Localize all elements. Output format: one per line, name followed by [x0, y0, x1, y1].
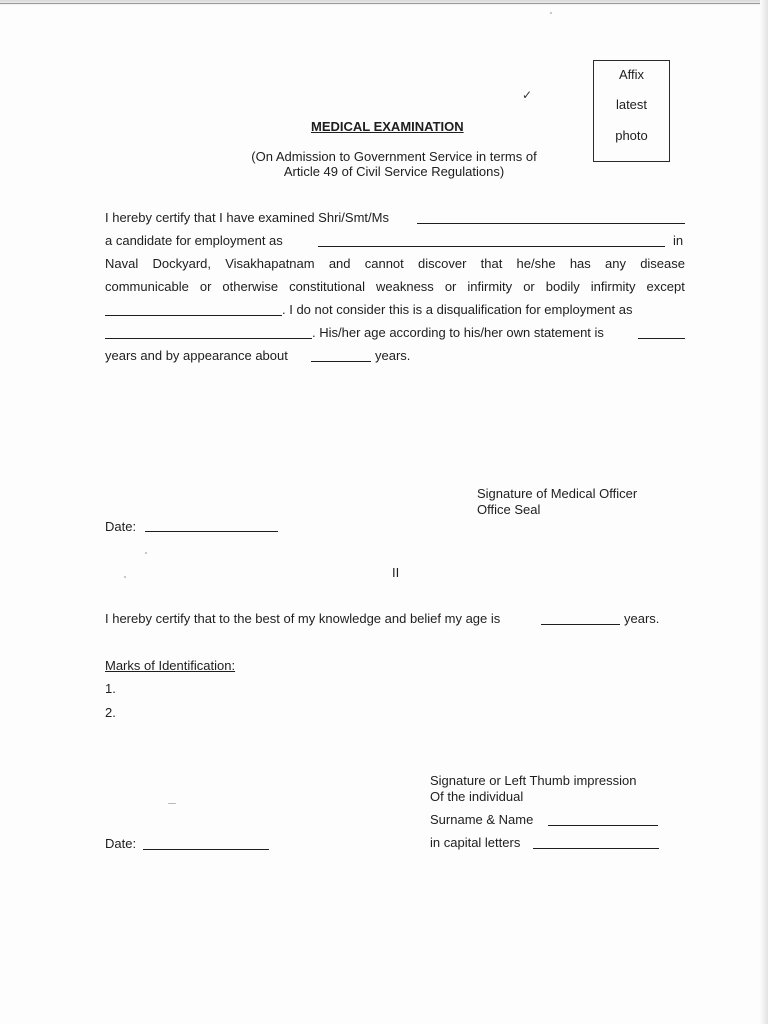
certificate-word: has: [569, 256, 591, 271]
form-subtitle-line-2: Article 49 of Civil Service Regulations): [283, 164, 505, 179]
ink-mark: ✓: [522, 88, 533, 102]
medical-officer-signature-label: Signature of Medical Officer: [477, 486, 638, 501]
certificate-line-2-end: in: [673, 233, 684, 248]
certificate-line-7-end: years.: [375, 348, 411, 363]
certificate-word: any: [605, 256, 626, 271]
certificate-line-3: [105, 256, 685, 271]
scan-speck: [168, 803, 176, 804]
scan-right-edge: [760, 0, 768, 1024]
certificate-line-1: I hereby certify that I have examined Shri/Smt/Ms: [105, 210, 389, 225]
photo-box-line-photo: photo: [615, 128, 648, 143]
certificate-word: and: [328, 256, 351, 271]
certificate-word: that: [480, 256, 503, 271]
scan-speck: [145, 552, 147, 554]
certificate-word: disease: [640, 256, 685, 271]
disease-exception-field[interactable]: [105, 315, 282, 316]
photo-box: [593, 60, 670, 162]
certificate-word: discover: [418, 256, 467, 271]
candidate-name-field[interactable]: [417, 223, 685, 224]
mark-item-2: 2.: [105, 705, 116, 720]
marks-heading: Marks of Identification:: [105, 658, 236, 673]
section-numeral: II: [392, 565, 400, 580]
certificate-word: Dockyard,: [152, 256, 211, 271]
certificate-line-5: . I do not consider this is a disqualification for employment as: [282, 302, 633, 317]
employment-post-field[interactable]: [318, 246, 665, 247]
date-label-2: Date:: [105, 836, 137, 851]
photo-box-line-affix: Affix: [618, 67, 645, 82]
certificate-word: otherwise: [222, 279, 279, 294]
date-label-1: Date:: [105, 519, 137, 534]
surname-name-label: Surname & Name: [430, 812, 534, 827]
certificate-word: infirmity: [590, 279, 636, 294]
age-certify-line-end: years.: [624, 611, 660, 626]
certificate-line-7-start: years and by appearance about: [105, 348, 288, 363]
certificate-word: communicable: [105, 279, 189, 294]
capital-letters-label: in capital letters: [430, 835, 521, 850]
individual-label: Of the individual: [430, 789, 524, 804]
certificate-line-4: [105, 279, 685, 294]
certificate-word: except: [646, 279, 685, 294]
certificate-line-6: . His/her age according to his/her own statement is: [312, 325, 604, 340]
age-certify-line-start: I hereby certify that to the best of my knowledge and belief my age is: [105, 611, 501, 626]
photo-box-line-latest: latest: [615, 97, 648, 112]
form-title: MEDICAL EXAMINATION: [311, 119, 464, 134]
scan-speck: [550, 12, 552, 14]
certificate-word: cannot: [364, 256, 404, 271]
apparent-age-field[interactable]: [311, 361, 371, 362]
capital-letters-field[interactable]: [533, 848, 659, 849]
own-age-field[interactable]: [541, 624, 620, 625]
certificate-word: Naval: [105, 256, 139, 271]
certificate-word: or: [199, 279, 212, 294]
certificate-word: or: [523, 279, 535, 294]
date-field-1[interactable]: [145, 531, 278, 532]
certificate-line-2-start: a candidate for employment as: [105, 233, 283, 248]
certificate-word: bodily: [545, 279, 580, 294]
scan-speck: [124, 576, 126, 578]
individual-signature-label: Signature or Left Thumb impression: [430, 773, 637, 788]
date-field-2[interactable]: [143, 849, 269, 850]
certificate-word: weakness: [375, 279, 434, 294]
employment-as-field[interactable]: [105, 338, 312, 339]
office-seal-label: Office Seal: [477, 502, 541, 517]
stated-age-field[interactable]: [638, 338, 685, 339]
certificate-word: constitutional: [289, 279, 365, 294]
mark-item-1: 1.: [105, 681, 116, 696]
form-subtitle-line-1: (On Admission to Government Service in terms of: [251, 149, 537, 164]
certificate-word: Visakhapatnam: [225, 256, 315, 271]
certificate-word: infirmity: [467, 279, 513, 294]
certificate-word: he/she: [516, 256, 556, 271]
scan-top-edge: [0, 0, 768, 6]
certificate-word: or: [444, 279, 457, 294]
surname-name-field[interactable]: [548, 825, 658, 826]
